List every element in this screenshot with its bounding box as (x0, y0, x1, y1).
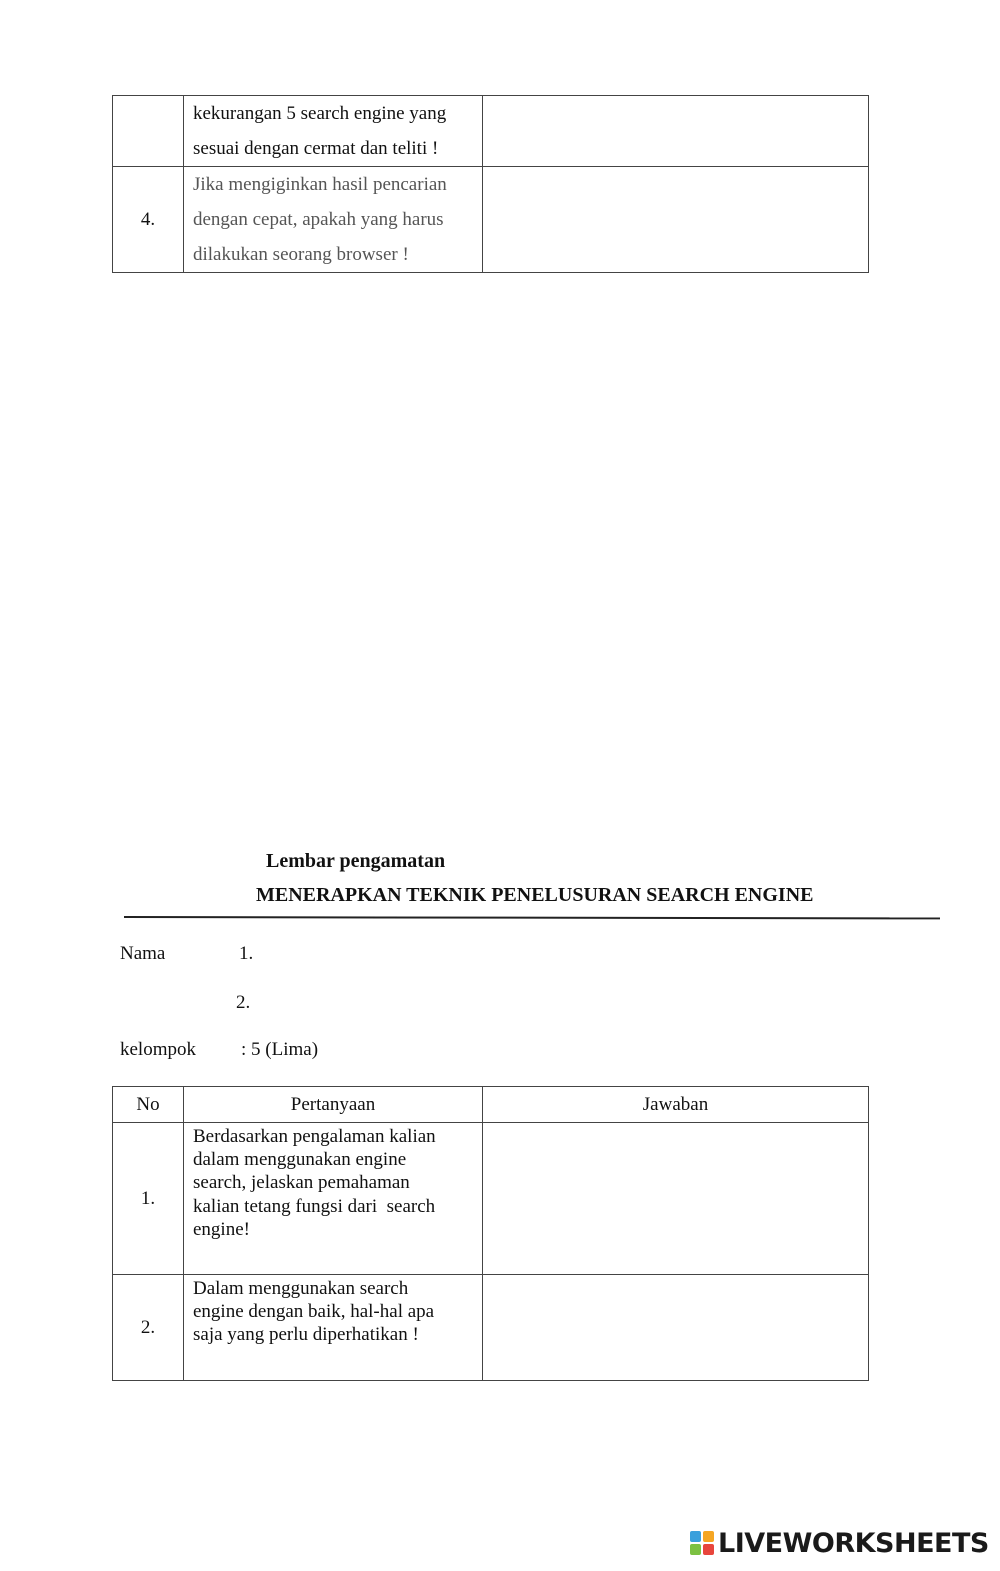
question-cell (184, 96, 483, 167)
header-question: Pertanyaan (184, 1087, 483, 1123)
nama-entry-1: 1. (239, 943, 254, 964)
question-line: kekurangan 5 search engine yang (193, 103, 447, 124)
row-number: 2. (113, 1275, 184, 1381)
header-no: No (113, 1087, 184, 1123)
worksheet-subtitle: Lembar pengamatan (266, 850, 446, 872)
question-line: Berdasarkan pengalaman kalian (193, 1126, 436, 1147)
question-line: kalian tetang fungsi dari search (193, 1195, 436, 1217)
logo-mark-icon (690, 1531, 714, 1555)
liveworksheets-logo (690, 1528, 989, 1558)
logo-square-icon (690, 1544, 701, 1555)
worksheet-title: MENERAPKAN TEKNIK PENELUSURAN SEARCH ENGINE (256, 884, 814, 906)
logo-text: LIVEWORKSHEETS (718, 1527, 989, 1559)
title-divider (124, 916, 940, 919)
question-line: sesuai dengan cermat dan teliti ! (193, 138, 439, 159)
answer-cell[interactable] (483, 1275, 869, 1381)
nama-label: Nama (120, 943, 166, 964)
kelompok-label: kelompok (120, 1039, 196, 1060)
question-table (112, 1086, 869, 1381)
table-header-row (113, 1087, 869, 1123)
question-line: saja yang perlu diperhatikan ! (193, 1324, 419, 1346)
answer-cell[interactable] (483, 167, 869, 273)
question-line: dilakukan seorang browser ! (193, 244, 409, 265)
logo-square-icon (690, 1531, 701, 1542)
question-line: engine! (193, 1218, 250, 1240)
row-number (113, 96, 184, 167)
question-line: engine dengan baik, hal-hal apa (193, 1301, 435, 1323)
kelompok-value: : 5 (Lima) (241, 1039, 319, 1060)
question-line: dalam menggunakan engine (193, 1149, 407, 1171)
logo-square-icon (703, 1544, 714, 1555)
question-line: search, jelaskan pemahaman (193, 1172, 410, 1194)
table-row (113, 1275, 869, 1381)
logo-square-icon (703, 1531, 714, 1542)
question-cell (184, 1275, 483, 1381)
table-row (113, 1123, 869, 1275)
question-line: Dalam menggunakan search (193, 1278, 409, 1299)
question-cell (184, 1123, 483, 1275)
header-answer: Jawaban (483, 1087, 869, 1123)
table-row (113, 167, 869, 273)
top-question-table (112, 95, 869, 273)
nama-entry-2: 2. (236, 992, 251, 1013)
table-row (113, 96, 869, 167)
question-line: Jika mengiginkan hasil pencarian (193, 174, 447, 195)
row-number: 1. (113, 1123, 184, 1275)
question-line: dengan cepat, apakah yang harus (193, 209, 444, 230)
answer-cell[interactable] (483, 96, 869, 167)
question-cell (184, 167, 483, 273)
answer-cell[interactable] (483, 1123, 869, 1275)
row-number: 4. (113, 167, 184, 273)
